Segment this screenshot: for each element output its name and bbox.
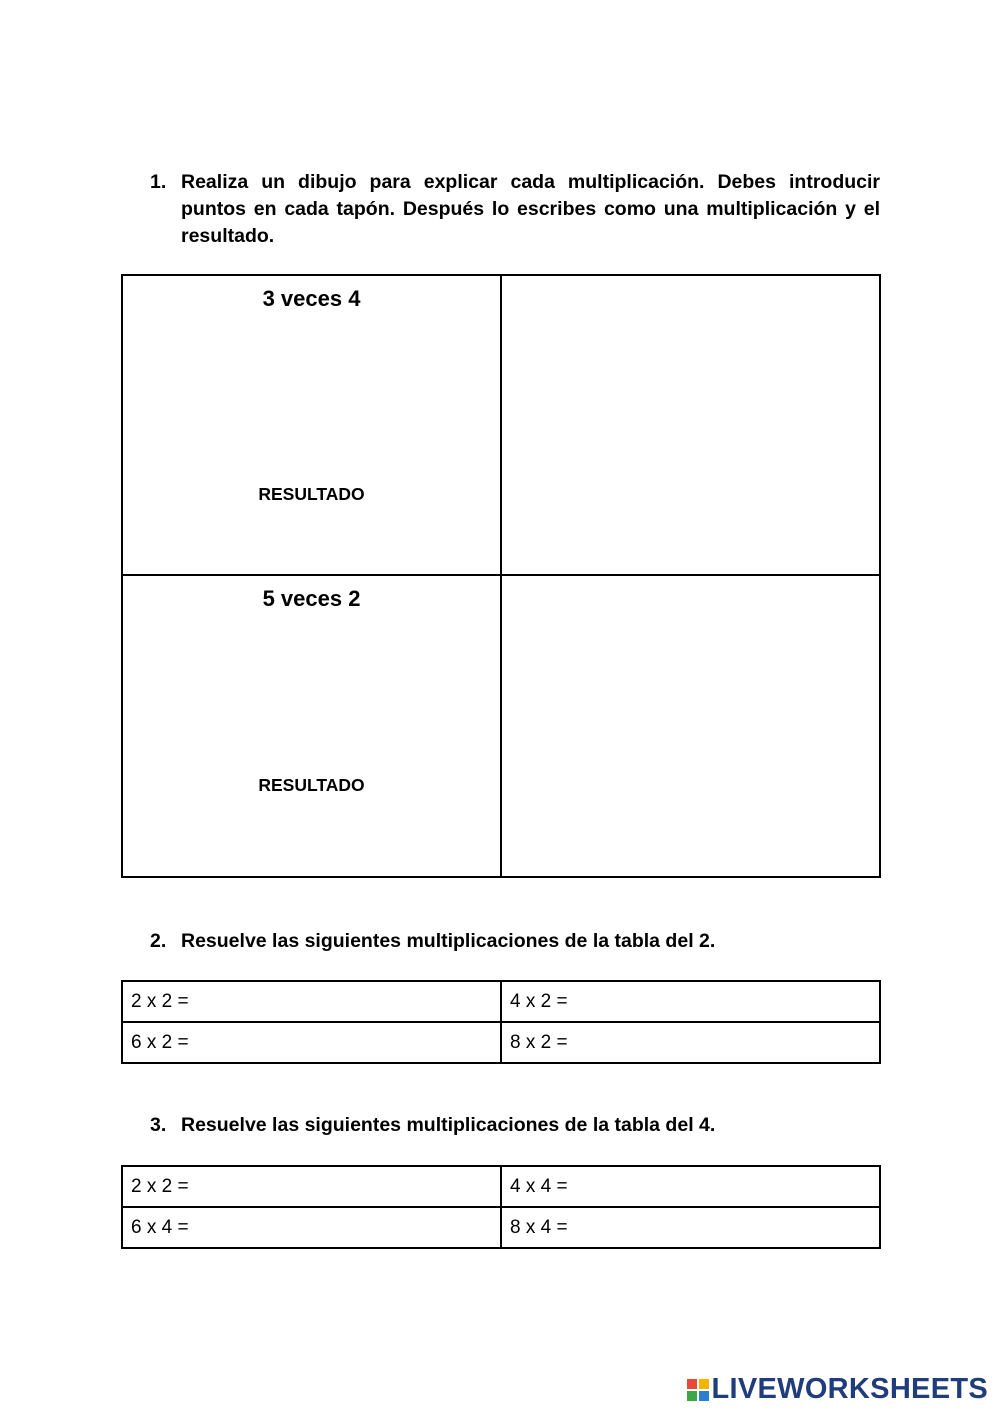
table-row <box>122 1022 880 1063</box>
exercise-cell[interactable]: 4 x 4 = <box>501 1166 880 1207</box>
multiplication-prompt: 3 veces 4 <box>262 286 361 311</box>
exercise-cell[interactable]: 8 x 2 = <box>501 1022 880 1063</box>
logo-square <box>699 1391 709 1401</box>
logo-mark-icon <box>687 1379 709 1401</box>
question-3 <box>150 1112 880 1139</box>
logo-square <box>687 1379 697 1389</box>
drawing-area[interactable] <box>501 575 880 877</box>
multiplication-prompt: 5 veces 2 <box>262 586 361 611</box>
question-text: Resuelve las siguientes multiplicaciones de la tabla del 4. <box>181 1114 716 1136</box>
exercise-cell[interactable]: 6 x 2 = <box>122 1022 501 1063</box>
table-row <box>122 575 880 877</box>
multiplication-table-4 <box>121 1165 881 1249</box>
exercise-cell[interactable]: 2 x 2 = <box>122 981 501 1022</box>
result-label: RESULTADO <box>258 775 365 795</box>
logo-text: LIVEWORKSHEETS <box>711 1373 988 1405</box>
drawing-area[interactable] <box>501 275 880 575</box>
question-number: 1. <box>150 171 167 193</box>
exercise-cell[interactable]: 6 x 4 = <box>122 1207 501 1248</box>
question-text: Resuelve las siguientes multiplicaciones de la tabla del 2. <box>181 930 716 952</box>
exercise-cell[interactable]: 2 x 2 = <box>122 1166 501 1207</box>
logo-square <box>687 1391 697 1401</box>
prompt-cell <box>122 275 501 575</box>
drawing-table <box>121 274 881 878</box>
table-row <box>122 1207 880 1248</box>
result-label: RESULTADO <box>258 484 365 504</box>
question-2 <box>150 928 880 955</box>
prompt-cell <box>122 575 501 877</box>
question-1 <box>150 169 880 250</box>
table-row <box>122 981 880 1022</box>
multiplication-table-2 <box>121 980 881 1064</box>
exercise-cell[interactable]: 8 x 4 = <box>501 1207 880 1248</box>
question-text: Realiza un dibujo para explicar cada multiplicación. Debes introducir puntos en cada tapón. Después lo escribes como una multiplicación y el resultado. <box>181 171 880 247</box>
logo-square <box>699 1379 709 1389</box>
table-row <box>122 1166 880 1207</box>
question-number: 2. <box>150 930 167 952</box>
exercise-cell[interactable]: 4 x 2 = <box>501 981 880 1022</box>
liveworksheets-logo <box>687 1373 989 1406</box>
question-number: 3. <box>150 1114 167 1136</box>
table-row <box>122 275 880 575</box>
